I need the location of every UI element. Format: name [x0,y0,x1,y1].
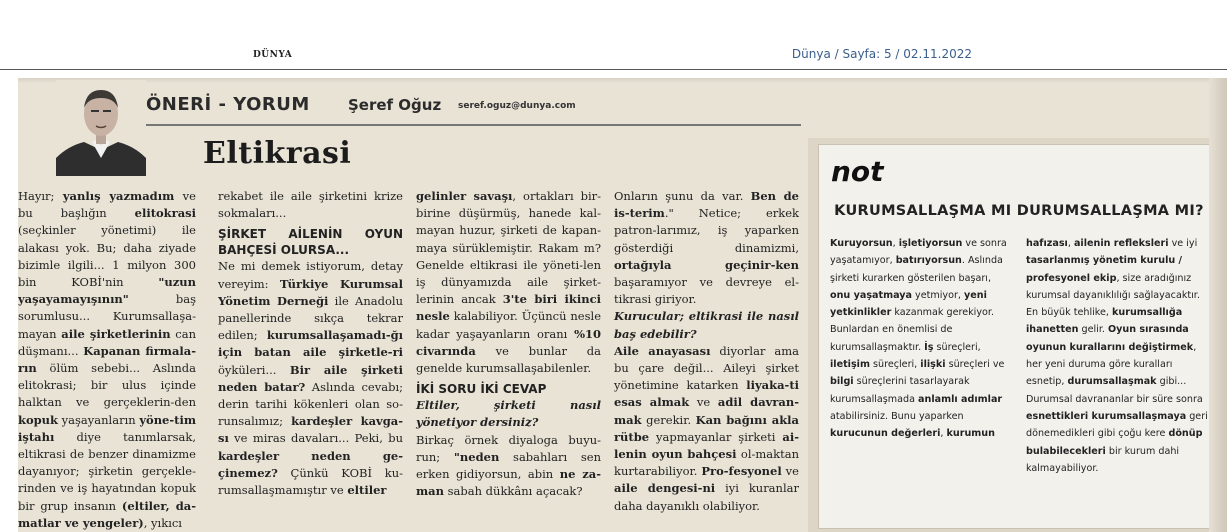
masthead-logo: DÜNYA [253,50,293,60]
newspaper-clipping [18,78,1227,532]
not-title: KURUMSALLAŞMA MI DURUMSALLAŞMA MI? [834,203,1204,219]
clip-top-strip [18,78,1227,84]
section-title: ÖNERİ - YORUM [146,94,310,115]
article-headline: Eltikrasi [203,136,352,171]
page-info: Dünya / Sayfa: 5 / 02.11.2022 [791,47,972,61]
column-header [18,86,808,120]
scan-edge [1209,78,1227,532]
not-sidebar-panel [808,138,1227,532]
article-column-1: Hayır; yanlış yazmadım ve bu başlığın elitokrasi (seçkinler yönetimi) ile alakası yok. Bu; daha ziyade bizimle ilgili... 1 milyon 300 bin KOBİ'nin "uzun yaşayamayışının" baş sorumlusu... Kurumsallaşa-mayan aile şirketlerinin can düşmanı... Kapanan firmala-rın ölüm sebebi... Aslında elitokrasi; bir ulus içinde halktan ve gerçeklerin-den kopuk yaşayanların yöne-tim iştahı diye tanımlarsak, eltikrasi de benzer dinamizme dayanıyor; şirketin gerçekle-rinden ve iş hayatından kopuk bir grup insanın (eltiler, da-matlar ve yengeler), yıkıcı [18,189,197,530]
author-name: Şeref Oğuz [348,96,442,114]
top-bar [0,0,1227,70]
article-column-2: rekabet ile aile şirketini krize sokmaları... ŞİRKET AİLENİN OYUN BAHÇESİ OLURSA... Ne mi demek istiyorum, detay vereyim: Türkiye Kurumsal Yönetim Derneği ile Anadolu panellerinde sıkça tekrar edilen; kurumsallaşamadı-ğı için batan aile şirketle-ri öyküleri... Bir aile şirketi neden batar? Aslında cevabı; derin tarihi kökenleri olan so-runsalımız; kardeşler kavga-sı ve miras davaları... Peki, bu kardeşler neden ge-çinemez? Çünkü KOBİ ku-rumsallaşmamıştır ve eltiler [218,189,404,498]
article-column-3: gelinler savaşı, ortakları bir-birine düşürmüş, hanede kal-mayan huzur, şirketi de kapan-maya sürüklemiştir. Rakam m? Genelde eltikrasi ile yöneti-len iş dünyamızda aile şirket-lerinin ancak 3'te biri ikinci nesle kalabiliyor. Üçüncü nesle kadar yaşayanların oranı %10 civarında ve bunlar da genelde kurumsallaşabilenler. İKİ SORU İKİ CEVAP Eltiler, şirketi nasıl yönetiyor dersiniz? Birkaç örnek diyaloga buyu-run; "neden sabahları sen erken gidiyorsun, abin ne za-man sabah dükkânı açacak? [416,189,602,499]
not-label: not [831,155,884,188]
header-rule [146,124,801,126]
article-column-4: Onların şunu da var. Ben de is-terim." Netice; erkek patron-larımız, iş yaparken gösterdiği dinamizmi, ortağıyla geçinir-ken başaramıyor ve devreye el-tikrasi giriyor. Kurucular; eltikrasi ile nasıl baş edebilir? Aile anayasası diyorlar ama bu çare değil... Aileyi şirket yönetimine katarken liyaka-ti esas almak ve adil davran-mak gerekir. Kan bağını akla rütbe yapmayanlar şirketi ai-lenin oyun bahçesi ol-maktan kurtarabiliyor. Pro-fesyonel ve aile dengesi-ni iyi kuranlar daha dayanıklı olabiliyor. [614,189,800,513]
not-column-1: Kuruyorsun, işletiyorsun ve sonra yaşatamıyor, batırıyorsun. Aslında şirketi kurarken gösterilen başarı, onu yaşatmaya yetmiyor, yeni yetkinlikler kazanmak gerekiyor. Bunlardan en önemlisi de kurumsallaşmaktır. İş süreçleri, iletişim süreçleri, ilişki süreçleri ve bilgi süreçlerini tasarlayarak kurumsallaşmada anlamlı adımlar atabilirsiniz. Bunu yaparken kurucunun değerleri, kurumun [830,238,1007,440]
author-email: seref.oguz@dunya.com [458,101,576,111]
not-box [818,144,1218,529]
not-column-2: hafızası, ailenin refleksleri ve iyi tasarlanmış yönetim kurulu / profesyonel ekip, size aradığınız kurumsal dayanıklılığı sağlayacaktır. En büyük tehlike, kurumsallığa ihanetten gelir. Oyun sırasında oyunun kurallarını değiştirmek, her yeni duruma göre kuralları esnetip, durumsallaşmak gibi... Durumsal davrananlar bir süre sonra esnettikleri kurumsallaşmaya geri dönemedikleri gibi çoğu kere dönüp bulabilecekleri bir kurum dahi kalmayabiliyor. [1026,238,1208,474]
